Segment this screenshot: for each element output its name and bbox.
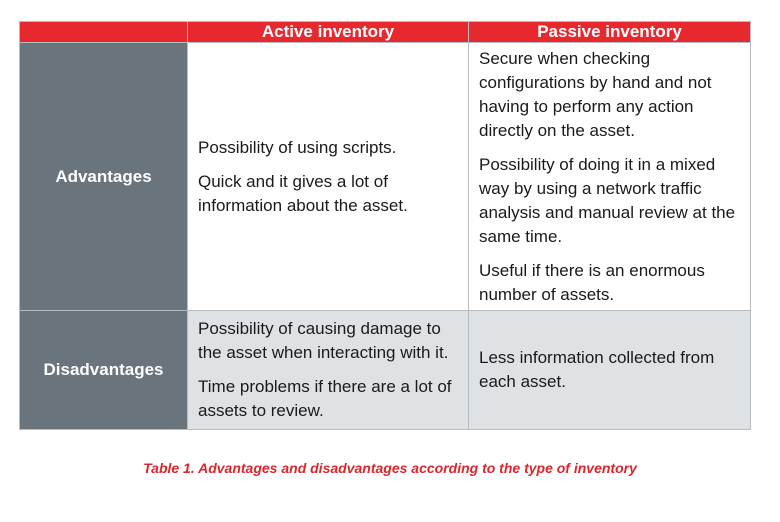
header-corner-cell <box>20 22 188 43</box>
table-caption: Table 1. Advantages and disadvantages according to the type of inventory <box>143 460 637 476</box>
row-label-advantages: Advantages <box>20 43 188 311</box>
cell-advantages-passive <box>469 43 751 311</box>
header-active-inventory: Active inventory <box>188 22 469 43</box>
cell-text: Possibility of doing it in a mixed way by using a network traffic analysis and manual review at the same time. <box>479 154 736 246</box>
cell-text: Possibility of causing damage to the asset when interacting with it. <box>198 319 449 362</box>
cell-text: Quick and it gives a lot of information about the asset. <box>198 171 408 215</box>
cell-text: Less information collected from each asset. <box>479 348 715 391</box>
row-label-disadvantages: Disadvantages <box>20 311 188 430</box>
inventory-comparison-table <box>19 21 751 430</box>
table-row-disadvantages <box>20 311 751 430</box>
cell-text: Useful if there is an enormous number of assets. <box>479 260 705 304</box>
cell-advantages-active <box>188 43 469 311</box>
cell-text: Secure when checking configurations by hand and not having to perform any action directly on the asset. <box>479 48 712 140</box>
cell-disadvantages-passive <box>469 311 751 430</box>
cell-disadvantages-active <box>188 311 469 430</box>
header-passive-inventory: Passive inventory <box>469 22 751 43</box>
cell-text: Time problems if there are a lot of assets to review. <box>198 377 452 420</box>
header-row <box>20 22 751 43</box>
table-row-advantages <box>20 43 751 311</box>
cell-text: Possibility of using scripts. <box>198 137 397 157</box>
